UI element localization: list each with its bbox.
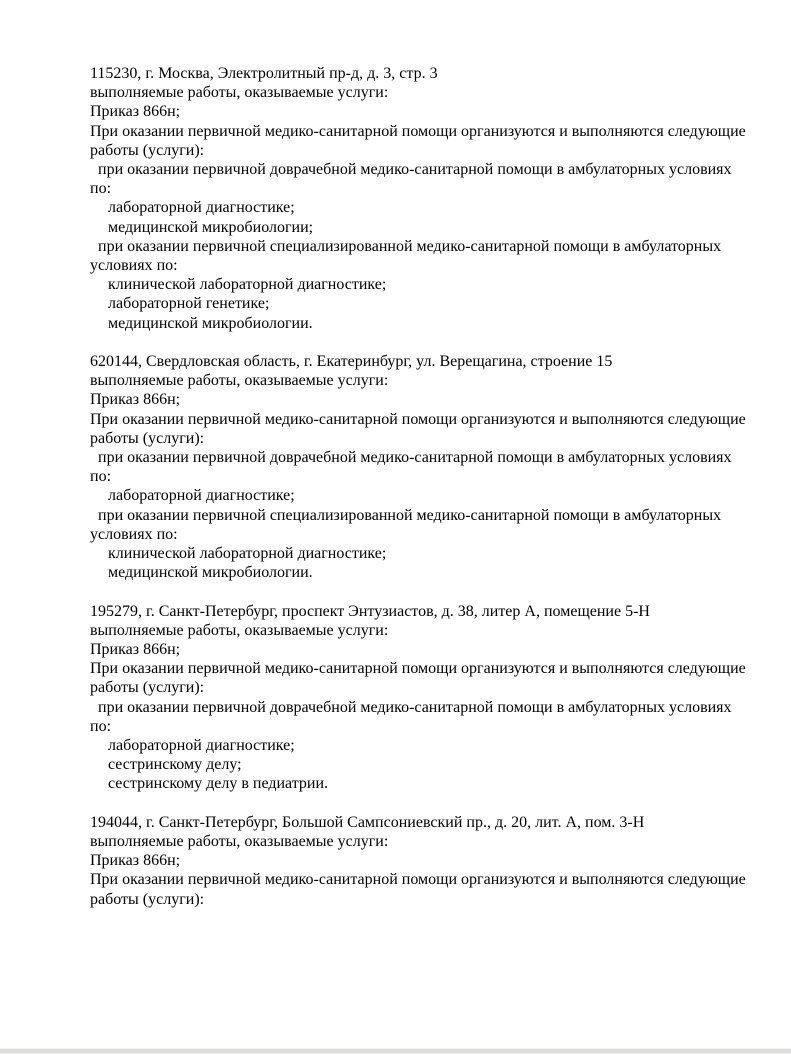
address-line: 620144, Свердловская область, г. Екатеринбург, ул. Верещагина, строение 15 — [90, 353, 613, 371]
text-line: при оказании первичной специализированной медико-санитарной помощи в амбулаторных — [98, 237, 722, 255]
text-line: лабораторной диагностике; — [108, 737, 295, 755]
text-line: Приказ 866н; — [90, 103, 181, 121]
text-line: лабораторной генетике; — [108, 295, 270, 313]
text-line: при оказании первичной доврачебной медико-санитарной помощи в амбулаторных условиях — [98, 698, 732, 716]
text-line: работы (услуги): — [90, 890, 205, 908]
text-line: сестринскому делу; — [108, 756, 242, 774]
document-body — [90, 64, 750, 928]
text-line: выполняемые работы, оказываемые услуги: — [90, 833, 389, 851]
text-line: клинической лабораторной диагностике; — [108, 545, 387, 563]
location-block — [90, 352, 750, 582]
text-line: при оказании первичной доврачебной медико-санитарной помощи в амбулаторных условиях — [98, 449, 732, 467]
text-line: выполняемые работы, оказываемые услуги: — [90, 621, 389, 639]
text-line: медицинской микробиологии. — [108, 314, 313, 332]
text-line: по: — [90, 468, 112, 486]
text-line: Приказ 866н; — [90, 391, 181, 409]
text-line: по: — [90, 717, 112, 735]
text-line: условиях по: — [90, 525, 178, 543]
text-line: клинической лабораторной диагностике; — [108, 276, 387, 294]
address-line: 115230, г. Москва, Электролитный пр-д, д. 3, стр. 3 — [90, 65, 438, 82]
text-line: сестринскому делу в педиатрии. — [108, 775, 329, 793]
text-line: по: — [90, 180, 112, 198]
horizontal-scrollbar[interactable] — [0, 1047, 791, 1054]
location-block — [90, 813, 750, 909]
text-line: Приказ 866н; — [90, 641, 181, 659]
text-line: работы (услуги): — [90, 429, 205, 447]
location-block — [90, 64, 750, 333]
address-line: 195279, г. Санкт-Петербург, проспект Энтузиастов, д. 38, литер А, помещение 5-Н — [90, 602, 650, 620]
text-line: медицинской микробиологии. — [108, 564, 313, 582]
text-line: работы (услуги): — [90, 141, 205, 159]
text-line: условиях по: — [90, 257, 178, 275]
location-block — [90, 602, 750, 794]
text-line: При оказании первичной медико-санитарной помощи организуются и выполняются следующие — [90, 660, 746, 678]
text-line: При оказании первичной медико-санитарной помощи организуются и выполняются следующие — [90, 122, 746, 140]
text-line: при оказании первичной доврачебной медико-санитарной помощи в амбулаторных условиях — [98, 161, 732, 179]
text-line: при оказании первичной специализированной медико-санитарной помощи в амбулаторных — [98, 506, 722, 524]
text-line: лабораторной диагностике; — [108, 199, 295, 217]
text-line: лабораторной диагностике; — [108, 487, 295, 505]
text-line: Приказ 866н; — [90, 852, 181, 870]
text-line: медицинской микробиологии; — [108, 218, 314, 236]
text-line: При оказании первичной медико-санитарной помощи организуются и выполняются следующие — [90, 871, 746, 889]
address-line: 194044, г. Санкт-Петербург, Большой Сампсониевский пр., д. 20, лит. А, пом. 3-Н — [90, 813, 645, 831]
text-line: При оказании первичной медико-санитарной помощи организуются и выполняются следующие — [90, 410, 746, 428]
text-line: выполняемые работы, оказываемые услуги: — [90, 84, 389, 102]
text-line: работы (услуги): — [90, 679, 205, 697]
text-line: выполняемые работы, оказываемые услуги: — [90, 372, 389, 390]
